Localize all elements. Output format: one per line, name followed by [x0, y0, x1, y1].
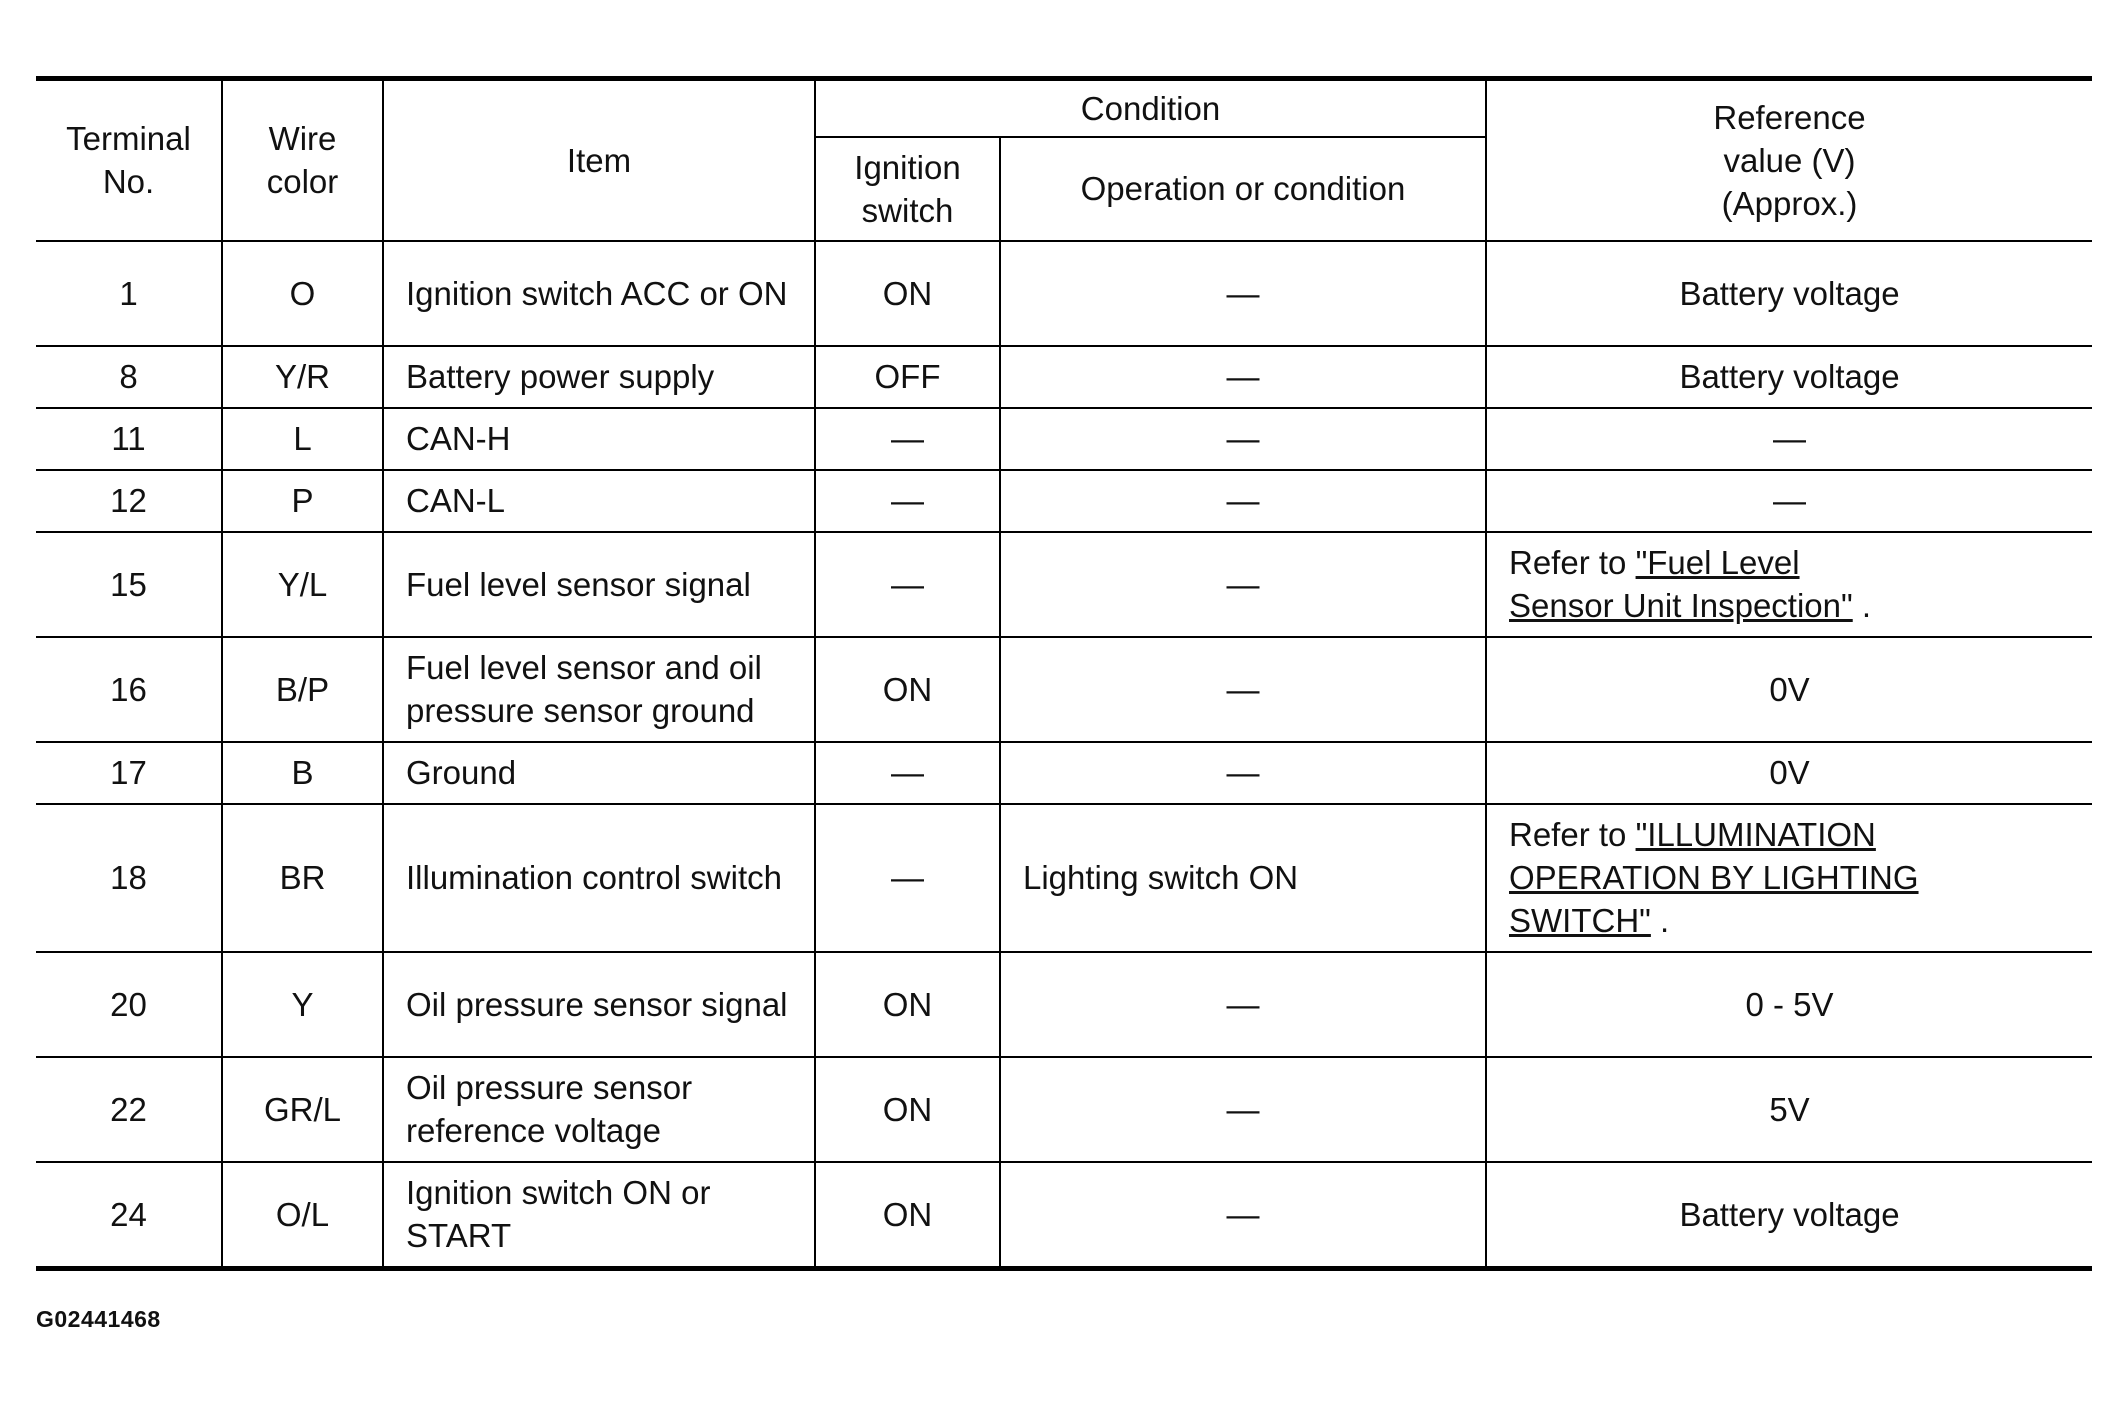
item-cell: Ignition switch ON or START	[383, 1162, 815, 1269]
table-row	[36, 408, 2092, 470]
item-cell: Oil pressure sensor signal	[383, 952, 815, 1057]
terminal-cell: 8	[36, 346, 222, 408]
header-condition: Condition	[815, 79, 1486, 137]
item-cell: Battery power supply	[383, 346, 815, 408]
wire-color-cell: Y	[222, 952, 383, 1057]
terminal-cell: 16	[36, 637, 222, 742]
reference-cell: 0V	[1486, 637, 2092, 742]
operation-cell: —	[1000, 637, 1486, 742]
table-row	[36, 1057, 2092, 1162]
reference-prefix: Refer to	[1509, 816, 1636, 853]
wire-color-cell: B	[222, 742, 383, 804]
table-row	[36, 952, 2092, 1057]
operation-cell: —	[1000, 1057, 1486, 1162]
terminal-cell: 24	[36, 1162, 222, 1269]
wire-color-cell: L	[222, 408, 383, 470]
header-reference-value: Reference value (V) (Approx.)	[1486, 79, 2092, 241]
terminal-cell: 15	[36, 532, 222, 637]
operation-cell: Lighting switch ON	[1000, 804, 1486, 952]
fuel-level-sensor-inspection-link[interactable]: "Fuel Level Sensor Unit Inspection"	[1509, 544, 1853, 624]
wire-color-cell: BR	[222, 804, 383, 952]
item-cell: Fuel level sensor signal	[383, 532, 815, 637]
reference-cell: 0 - 5V	[1486, 952, 2092, 1057]
ignition-cell: —	[815, 532, 1000, 637]
reference-cell: —	[1486, 408, 2092, 470]
wire-color-cell: GR/L	[222, 1057, 383, 1162]
terminal-cell: 22	[36, 1057, 222, 1162]
operation-cell: —	[1000, 241, 1486, 346]
item-cell: CAN-L	[383, 470, 815, 532]
table-row	[36, 637, 2092, 742]
ignition-cell: ON	[815, 952, 1000, 1057]
terminal-cell: 11	[36, 408, 222, 470]
table-row	[36, 346, 2092, 408]
header-item: Item	[383, 79, 815, 241]
item-cell: Ground	[383, 742, 815, 804]
table-row	[36, 804, 2092, 952]
reference-suffix: .	[1650, 902, 1670, 939]
ignition-cell: —	[815, 804, 1000, 952]
ignition-cell: —	[815, 742, 1000, 804]
ignition-cell: —	[815, 470, 1000, 532]
reference-cell: 0V	[1486, 742, 2092, 804]
header-operation-or-condition: Operation or condition	[1000, 137, 1486, 241]
operation-cell: —	[1000, 952, 1486, 1057]
reference-cell: Battery voltage	[1486, 241, 2092, 346]
wire-color-cell: Y/R	[222, 346, 383, 408]
table-row	[36, 532, 2092, 637]
item-cell: Illumination control switch	[383, 804, 815, 952]
ignition-cell: ON	[815, 241, 1000, 346]
table-row	[36, 470, 2092, 532]
operation-cell: —	[1000, 532, 1486, 637]
ignition-cell: —	[815, 408, 1000, 470]
ignition-cell: ON	[815, 637, 1000, 742]
header-terminal-no: Terminal No.	[36, 79, 222, 241]
wire-color-cell: B/P	[222, 637, 383, 742]
operation-cell: —	[1000, 408, 1486, 470]
item-cell: CAN-H	[383, 408, 815, 470]
table-row	[36, 241, 2092, 346]
terminal-cell: 17	[36, 742, 222, 804]
item-cell: Ignition switch ACC or ON	[383, 241, 815, 346]
reference-prefix: Refer to	[1509, 544, 1636, 581]
reference-suffix: .	[1852, 587, 1872, 624]
reference-cell: Battery voltage	[1486, 1162, 2092, 1269]
wire-color-cell: P	[222, 470, 383, 532]
reference-cell	[1486, 804, 2092, 952]
item-cell: Oil pressure sensor reference voltage	[383, 1057, 815, 1162]
ignition-cell: OFF	[815, 346, 1000, 408]
header-ignition-switch: Ignition switch	[815, 137, 1000, 241]
terminal-cell: 20	[36, 952, 222, 1057]
terminal-cell: 12	[36, 470, 222, 532]
figure-id-label: G02441468	[36, 1306, 161, 1332]
reference-cell	[1486, 532, 2092, 637]
wire-color-cell: Y/L	[222, 532, 383, 637]
ignition-cell: ON	[815, 1162, 1000, 1269]
item-cell: Fuel level sensor and oil pressure sensor ground	[383, 637, 815, 742]
reference-cell: —	[1486, 470, 2092, 532]
ignition-cell: ON	[815, 1057, 1000, 1162]
reference-cell: 5V	[1486, 1057, 2092, 1162]
reference-cell: Battery voltage	[1486, 346, 2092, 408]
operation-cell: —	[1000, 742, 1486, 804]
illumination-operation-link[interactable]: "ILLUMINATION OPERATION BY LIGHTING SWITCH"	[1509, 816, 1919, 939]
header-wire-color: Wire color	[222, 79, 383, 241]
wire-color-cell: O/L	[222, 1162, 383, 1269]
operation-cell: —	[1000, 470, 1486, 532]
wire-color-cell: O	[222, 241, 383, 346]
terminal-cell: 18	[36, 804, 222, 952]
table-row	[36, 1162, 2092, 1269]
table-row	[36, 742, 2092, 804]
operation-cell: —	[1000, 346, 1486, 408]
operation-cell: —	[1000, 1162, 1486, 1269]
terminal-cell: 1	[36, 241, 222, 346]
terminal-reference-table	[36, 76, 2092, 1271]
